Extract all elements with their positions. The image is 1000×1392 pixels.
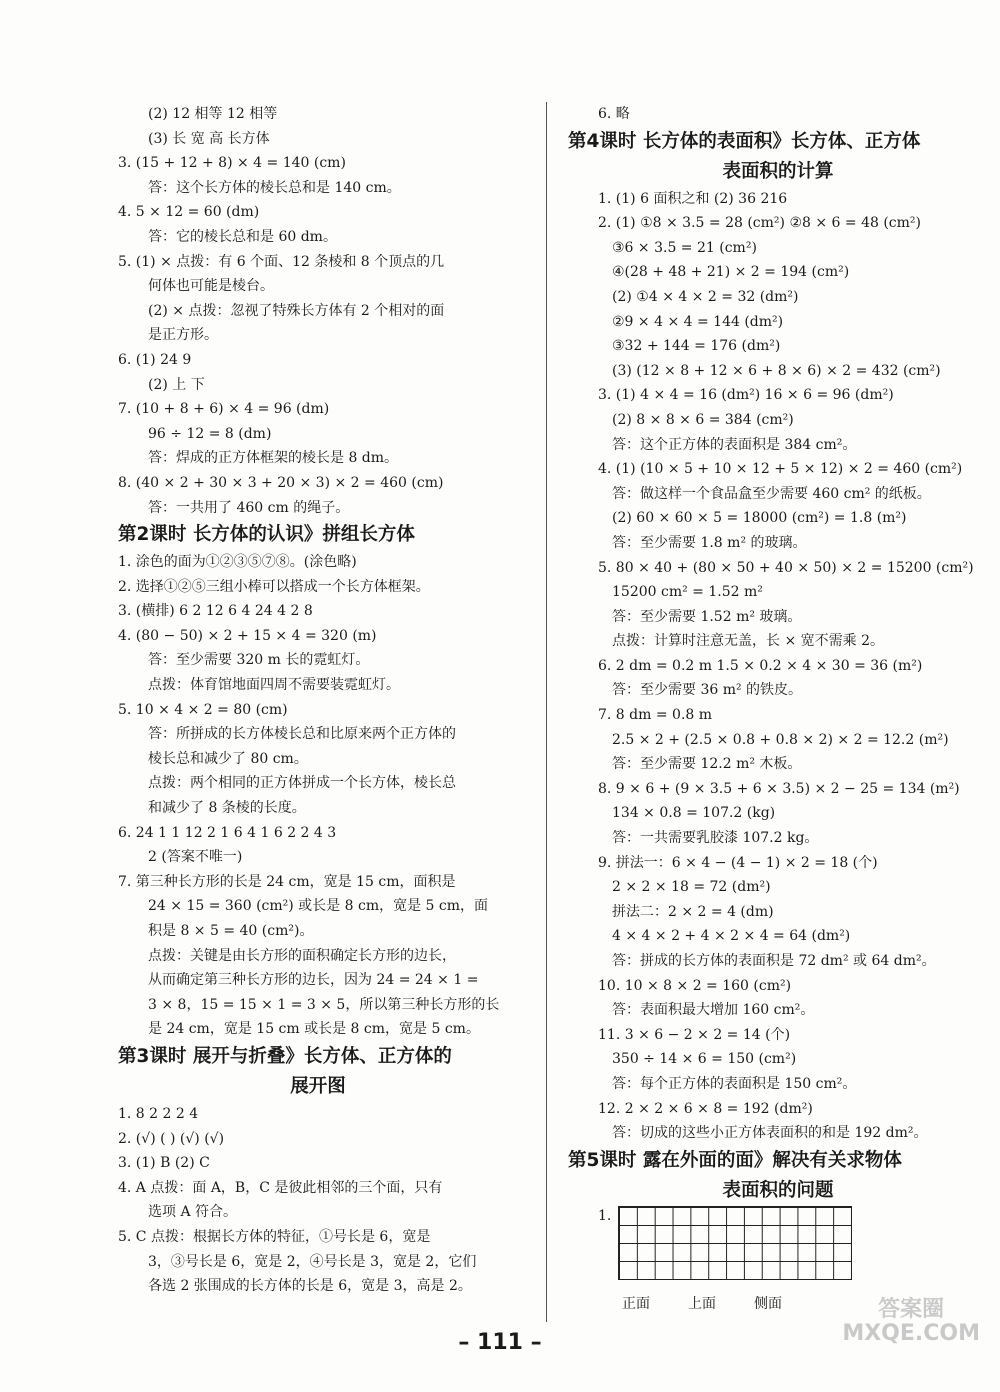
answer-line: 2. (√) ( ) (√) (√): [118, 1130, 225, 1147]
answer-line: 答：焊成的正方体框架的棱长是 8 dm。: [148, 450, 399, 467]
answer-line: 2 (答案不唯一): [148, 849, 243, 866]
answer-line: 答：拼成的长方体的表面积是 72 dm² 或 64 dm²。: [612, 953, 936, 969]
answer-line: 答：表面积最大增加 160 cm²。: [612, 1002, 815, 1019]
answer-line: 5. C 点拨：根据长方体的特征，①号长是 6，宽是: [118, 1228, 431, 1245]
answer-line: ④(28 + 48 + 21) × 2 = 194 (cm²): [612, 264, 850, 281]
answer-line: 15200 cm² = 1.52 m²: [612, 584, 763, 601]
answer-line: 4. (1) (10 × 5 + 10 × 12 + 5 × 12) × 2 = 460 (cm²): [598, 461, 963, 478]
answer-line: 3. (1) B (2) C: [118, 1155, 210, 1172]
answer-line: (3) (12 × 8 + 12 × 6 + 8 × 6) × 2 = 432 (cm²): [612, 362, 941, 379]
answer-line: 答：这个正方体的表面积是 384 cm²。: [612, 436, 857, 453]
column-divider: [546, 102, 547, 1322]
answer-line: 6. 2 dm = 0.2 m 1.5 × 0.2 × 4 × 30 = 36 (m²): [598, 657, 923, 674]
answer-line: 8. 9 × 6 + (9 × 3.5 + 6 × 3.5) × 2 − 25 = 134 (m²): [598, 780, 960, 797]
drawing-grid: [618, 1206, 852, 1280]
answer-line: 各选 2 张围成的长方体的长是 6，宽是 3，高是 2。: [148, 1278, 472, 1295]
answer-line: 1. 8 2 2 2 4: [118, 1105, 199, 1122]
answer-line: 答：切成的这些小正方体表面积的和是 192 dm²。: [612, 1125, 928, 1142]
page-number: – 111 –: [458, 1330, 542, 1355]
answer-line: ②9 × 4 × 4 = 144 (dm²): [612, 313, 784, 330]
answer-line: 24 × 15 = 360 (cm²) 或长是 8 cm，宽是 5 cm，面: [148, 898, 489, 915]
lesson-heading: 第3课时 展开与折叠》长方体、正方体的: [118, 1045, 452, 1067]
answer-line: 7. (10 + 8 + 6) × 4 = 96 (dm): [118, 401, 330, 418]
answer-line: 3. (横排) 6 2 12 6 4 24 4 2 8: [118, 603, 313, 620]
answer-line: 是 24 cm，宽是 15 cm 或长是 8 cm，宽是 5 cm。: [148, 1021, 480, 1038]
answer-line: 点拨：计算时注意无盖，长 × 宽不需乘 2。: [612, 633, 884, 650]
answer-line: 拼法二：2 × 2 = 4 (dm): [612, 903, 774, 920]
answer-line: 4. 5 × 12 = 60 (dm): [118, 204, 260, 221]
answer-line: 答：至少需要 1.52 m² 玻璃。: [612, 608, 802, 625]
grid-label-side: 侧面: [754, 1295, 782, 1312]
answer-line: 答：一共用了 460 cm 的绳子。: [148, 499, 350, 516]
answer-line: 答：至少需要 1.8 m² 的玻璃。: [612, 534, 807, 551]
answer-line: 答：它的棱长总和是 60 dm。: [148, 228, 337, 245]
watermark-url: MXQE.COM: [842, 1321, 980, 1346]
lesson-heading: 表面积的问题: [722, 1179, 834, 1201]
answer-line: 从而确定第三种长方形的边长，因为 24 = 24 × 1 =: [148, 972, 479, 989]
answer-line: 10. 10 × 8 × 2 = 160 (cm²): [598, 977, 792, 994]
answer-line: (2) 12 相等 12 相等: [148, 106, 278, 122]
answer-line: 134 × 0.8 = 107.2 (kg): [612, 805, 776, 822]
answer-line: 1. 涂色的面为①②③⑤⑦⑧。(涂色略): [118, 554, 357, 571]
answer-line: 答：做这样一个食品盒至少需要 460 cm² 的纸板。: [612, 485, 931, 502]
left-column: [118, 102, 518, 1299]
answer-line: 6. (1) 24 9: [118, 351, 192, 368]
answer-line: 12. 2 × 2 × 6 × 8 = 192 (dm²): [598, 1100, 813, 1117]
lesson-heading: 第5课时 露在外面的面》解决有关求物体: [568, 1149, 902, 1171]
answer-line: 6. 24 1 1 12 2 1 6 4 1 6 2 2 4 3: [118, 824, 337, 841]
answer-line: 11. 3 × 6 − 2 × 2 = 14 (个): [598, 1026, 791, 1043]
answer-line: 2. (1) ①8 × 3.5 = 28 (cm²) ②8 × 6 = 48 (cm²): [598, 215, 921, 232]
answer-line: 4. (80 − 50) × 2 + 15 × 4 = 320 (m): [118, 627, 377, 644]
answer-line: ③6 × 3.5 = 21 (cm²): [612, 239, 757, 256]
answer-line: 选项 A 符合。: [148, 1204, 238, 1221]
answer-line: (3) 长 宽 高 长方体: [148, 130, 270, 147]
answer-line: 和减少了 8 条棱的长度。: [148, 800, 306, 817]
answer-line: 2.5 × 2 + (2.5 × 0.8 + 0.8 × 2) × 2 = 12.2 (m²): [612, 731, 949, 748]
answer-line: 5. (1) × 点拨：有 6 个面、12 条棱和 8 个顶点的几: [118, 253, 445, 270]
answer-line: 5. 10 × 4 × 2 = 80 (cm): [118, 701, 288, 718]
answer-line: 2 × 2 × 18 = 72 (dm²): [612, 879, 771, 896]
answer-line: 答：每个正方体的表面积是 150 cm²。: [612, 1075, 857, 1092]
answer-line: 7. 第三种长方形的长是 24 cm，宽是 15 cm，面积是: [118, 873, 456, 890]
lesson-heading: 第2课时 长方体的认识》拼组长方体: [118, 524, 415, 546]
answer-line: 点拨：两个相同的正方体拼成一个长方体，棱长总: [148, 775, 456, 792]
lesson-heading: 第4课时 长方体的表面积》长方体、正方体: [568, 130, 921, 152]
answer-line: 9. 拼法一：6 × 4 − (4 − 1) × 2 = 18 (个): [598, 854, 878, 871]
watermark-text: 答案圈: [878, 1297, 945, 1322]
answer-line: (2) 60 × 60 × 5 = 18000 (cm²) = 1.8 (m²): [612, 510, 907, 527]
answer-line: 答：至少需要 12.2 m² 木板。: [612, 756, 802, 773]
answer-line: 积是 8 × 5 = 40 (cm²)。: [148, 923, 314, 939]
answer-line: 3 × 8，15 = 15 × 1 = 3 × 5，所以第三种长方形的长: [148, 996, 500, 1013]
answer-line: 96 ÷ 12 = 8 (dm): [148, 425, 272, 442]
answer-line: 答：这个长方体的棱长总和是 140 cm。: [148, 179, 401, 196]
answer-line: 是正方形。: [148, 327, 218, 344]
answer-line: 答：一共需要乳胶漆 107.2 kg。: [612, 830, 819, 847]
answer-line: ③32 + 144 = 176 (dm²): [612, 338, 781, 355]
answer-line: 5. 80 × 40 + (80 × 50 + 40 × 50) × 2 = 15200 (cm²): [598, 559, 974, 576]
answer-line: 350 ÷ 14 × 6 = 150 (cm²): [612, 1051, 797, 1068]
answer-line: 3. (1) 4 × 4 = 16 (dm²) 16 × 6 = 96 (dm²): [598, 387, 894, 404]
answer-line: 7. 8 dm = 0.8 m: [598, 707, 713, 724]
right-column: [568, 102, 988, 1316]
lesson-heading: 表面积的计算: [722, 160, 834, 182]
grid-exercise: [568, 1206, 988, 1292]
answer-line: 3，③号长是 6，宽是 2，④号长是 3，宽是 2，它们: [148, 1253, 477, 1270]
grid-label-top: 上面: [688, 1295, 716, 1312]
answer-line: 4. A 点拨：面 A，B，C 是彼此相邻的三个面，只有: [118, 1179, 443, 1196]
answer-line: 点拨：体育馆地面四周不需要装霓虹灯。: [148, 677, 400, 694]
answer-line: 4 × 4 × 2 + 4 × 2 × 4 = 64 (dm²): [612, 928, 851, 945]
answer-line: 2. 选择①②⑤三组小棒可以搭成一个长方体框架。: [118, 578, 430, 595]
answer-line: (2) 上 下: [148, 376, 205, 393]
answer-line: (2) 8 × 8 × 6 = 384 (cm²): [612, 411, 794, 428]
answer-line: 8. (40 × 2 + 30 × 3 + 20 × 3) × 2 = 460 (cm): [118, 474, 444, 491]
answer-line: (2) ①4 × 4 × 2 = 32 (dm²): [612, 288, 799, 305]
lesson-heading: 展开图: [290, 1075, 346, 1097]
grid-question-number: 1.: [598, 1207, 612, 1224]
answer-line: 1. (1) 6 面积之和 (2) 36 216: [598, 190, 788, 207]
answer-line: (2) × 点拨：忽视了特殊长方体有 2 个相对的面: [148, 302, 445, 319]
answer-line: 6. 略: [598, 106, 630, 122]
answer-line: 何体也可能是棱台。: [148, 278, 274, 295]
answer-line: 点拨：关键是由长方形的面积确定长方形的边长，: [148, 947, 456, 964]
answer-line: 答：至少需要 36 m² 的铁皮。: [612, 682, 803, 699]
answer-line: 答：所拼成的长方体棱长总和比原来两个正方体的: [148, 726, 456, 743]
answer-line: 3. (15 + 12 + 8) × 4 = 140 (cm): [118, 155, 346, 172]
answer-line: 答：至少需要 320 m 长的霓虹灯。: [148, 652, 370, 669]
answer-line: 棱长总和减少了 80 cm。: [148, 750, 308, 767]
watermark: [842, 1298, 980, 1346]
grid-label-front: 正面: [622, 1295, 650, 1312]
